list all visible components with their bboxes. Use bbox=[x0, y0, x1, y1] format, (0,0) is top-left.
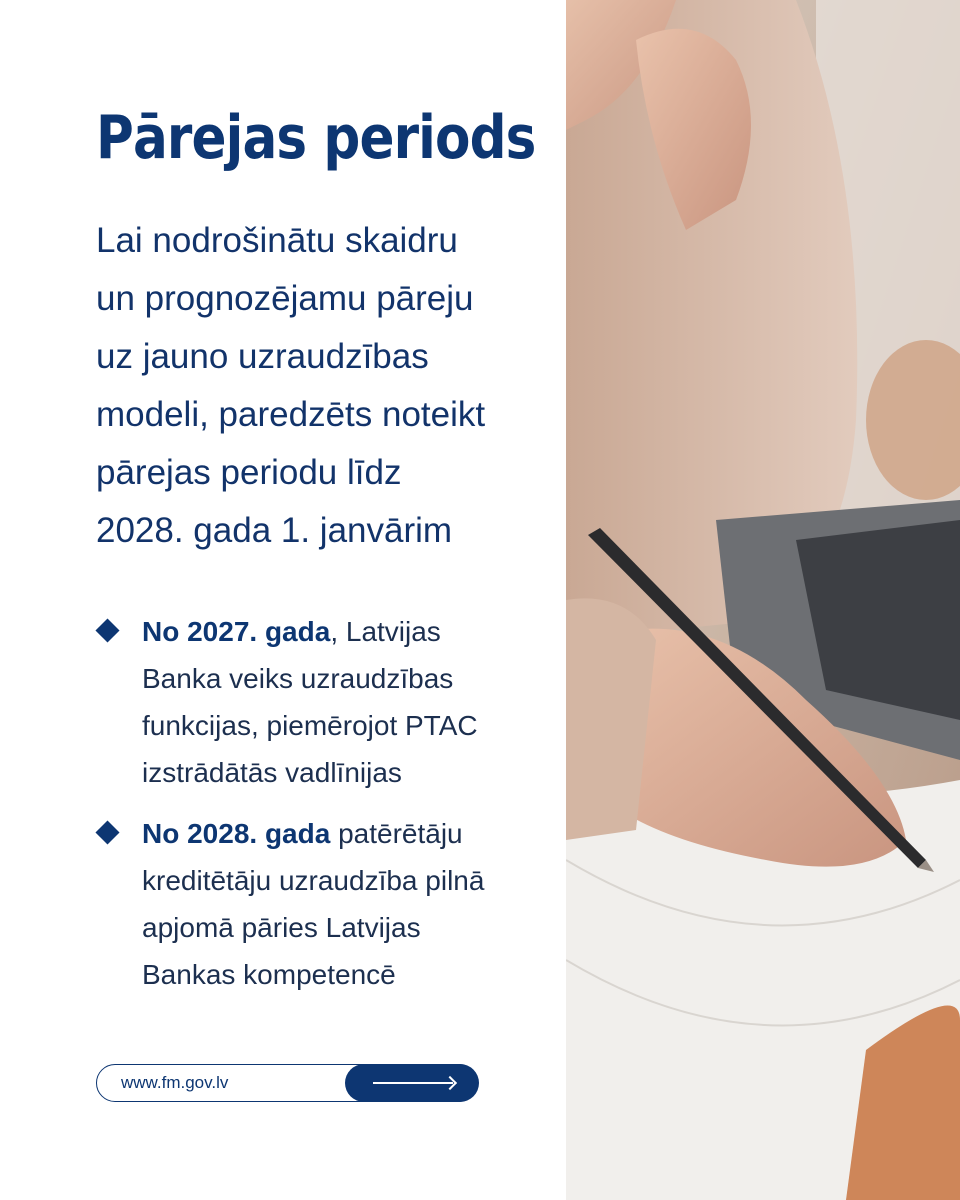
website-url[interactable]: www.fm.gov.lv bbox=[121, 1073, 229, 1092]
bullet-list bbox=[96, 608, 516, 1012]
bullet-text: , Latvijas bbox=[330, 616, 441, 647]
intro-line: pārejas periodu līdz bbox=[96, 453, 402, 492]
page-title: Pārejas periods bbox=[96, 103, 536, 173]
intro-paragraph bbox=[96, 212, 536, 560]
bullet-text: apjomā pāries Latvijas bbox=[142, 912, 421, 943]
arrow-right-button[interactable] bbox=[345, 1064, 479, 1102]
bullet-text: izstrādātās vadlīnijas bbox=[142, 757, 402, 788]
intro-line: 2028. gada 1. janvārim bbox=[96, 511, 453, 550]
intro-line: modeli, paredzēts noteikt bbox=[96, 395, 486, 434]
bullet-bold-lead: No 2028. gada bbox=[142, 818, 331, 849]
bullet-item bbox=[96, 608, 516, 796]
intro-line: Lai nodrošinātu skaidru bbox=[96, 221, 458, 260]
intro-line: uz jauno uzraudzības bbox=[96, 337, 429, 376]
woman-writing-photo bbox=[566, 0, 960, 1200]
bullet-item bbox=[96, 810, 516, 998]
diamond-bullet-icon bbox=[95, 618, 119, 642]
bullet-text: funkcijas, piemērojot PTAC bbox=[142, 710, 478, 741]
bullet-bold-lead: No 2027. gada bbox=[142, 616, 331, 647]
intro-line: un prognozējamu pāreju bbox=[96, 279, 474, 318]
bullet-text: Banka veiks uzraudzības bbox=[142, 663, 454, 694]
bullet-text: patērētāju bbox=[330, 818, 463, 849]
website-link-button[interactable] bbox=[96, 1064, 478, 1102]
diamond-bullet-icon bbox=[95, 820, 119, 844]
arrow-head-icon bbox=[442, 1075, 456, 1089]
arrow-right-icon bbox=[373, 1082, 453, 1084]
bullet-text: Bankas kompetencē bbox=[142, 959, 396, 990]
bullet-text: kreditētāju uzraudzība pilnā bbox=[142, 865, 485, 896]
